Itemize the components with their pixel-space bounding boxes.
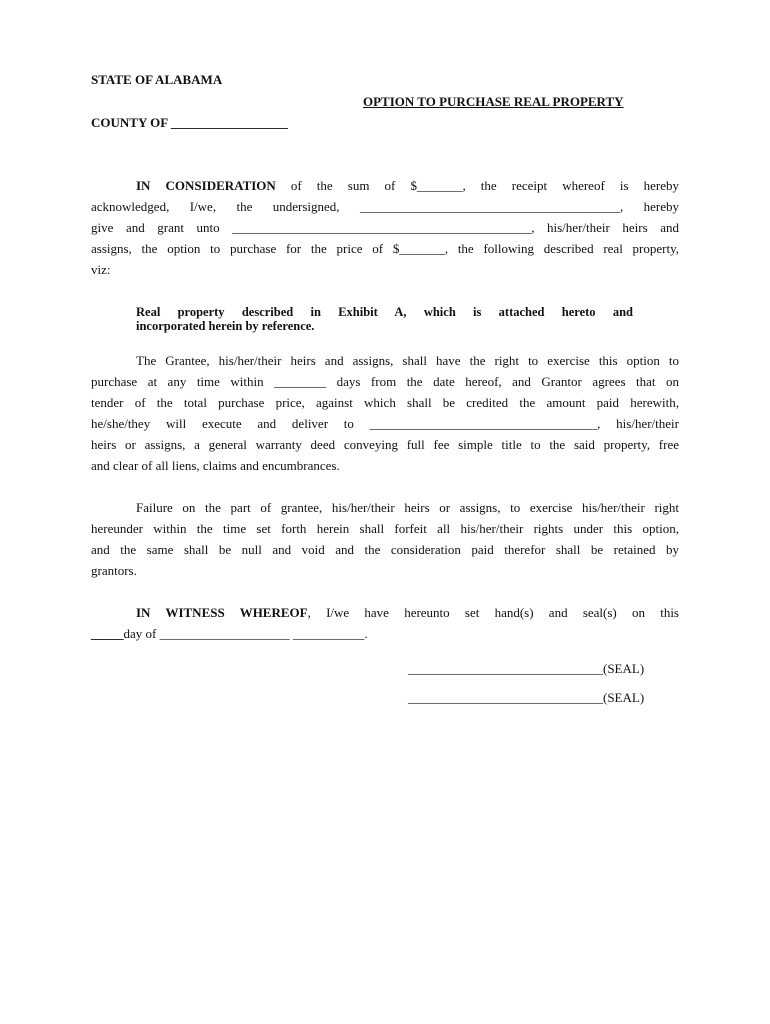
signature-seal-2: ______________________________(SEAL) xyxy=(408,690,645,705)
grantee-line-6: and clear of all liens, claims and encumbrances. xyxy=(91,458,340,473)
consideration-line-4: assigns, the option to purchase for the price of $_______, the following described real property, xyxy=(91,241,679,256)
exhibit-clause xyxy=(136,305,633,333)
state-heading: STATE OF ALABAMA xyxy=(91,72,223,87)
witness-paragraph xyxy=(91,602,679,644)
failure-paragraph xyxy=(91,497,679,581)
grantee-line-5: heirs or assigns, a general warranty deed conveying full fee simple title to the said property, free xyxy=(91,437,679,452)
witness-line-2-rest: day of ____________________ ___________. xyxy=(123,626,368,641)
grantee-paragraph xyxy=(91,350,679,476)
witness-line-1 xyxy=(91,602,679,623)
county-heading: COUNTY OF __________________ xyxy=(91,115,288,130)
witness-day-blank: _____ xyxy=(91,626,124,641)
witness-lead: IN WITNESS WHEREOF xyxy=(136,605,308,620)
grantee-line-2: purchase at any time within ________ days from the date hereof, and Grantor agrees that on xyxy=(91,374,679,389)
grantee-line-3: tender of the total purchase price, against which shall be credited the amount paid herewith, xyxy=(91,395,679,410)
consideration-lead: IN CONSIDERATION xyxy=(136,178,276,193)
consideration-line-1-rest: of the sum of $_______, the receipt whereof is hereby xyxy=(275,178,679,193)
exhibit-line-2: incorporated herein by reference. xyxy=(136,319,315,333)
failure-line-4: grantors. xyxy=(91,563,137,578)
witness-line-2 xyxy=(91,623,679,644)
signature-seal-1: ______________________________(SEAL) xyxy=(408,661,645,676)
witness-line-1-rest: , I/we have hereunto set hand(s) and seal(s) on this xyxy=(307,605,679,620)
consideration-line-1 xyxy=(91,175,679,196)
consideration-line-2: acknowledged, I/we, the undersigned, ________________________________________, hereby xyxy=(91,199,679,214)
failure-line-1: Failure on the part of grantee, his/her/their heirs or assigns, to exercise his/her/their right xyxy=(136,500,679,515)
failure-line-2: hereunder within the time set forth herein shall forfeit all his/her/their rights under this option, xyxy=(91,521,679,536)
failure-line-3: and the same shall be null and void and the consideration paid therefor shall be retained by xyxy=(91,542,679,557)
consideration-line-5: viz: xyxy=(91,262,111,277)
exhibit-line-1: Real property described in Exhibit A, which is attached hereto and xyxy=(136,305,633,319)
grantee-line-1: The Grantee, his/her/their heirs and assigns, shall have the right to exercise this option to xyxy=(136,353,679,368)
consideration-paragraph xyxy=(91,175,679,280)
consideration-line-3: give and grant unto ______________________________________________, his/her/their heirs and xyxy=(91,220,679,235)
document-title: OPTION TO PURCHASE REAL PROPERTY xyxy=(363,94,624,109)
grantee-line-4: he/she/they will execute and deliver to ___________________________________, his/her/their xyxy=(91,416,679,431)
